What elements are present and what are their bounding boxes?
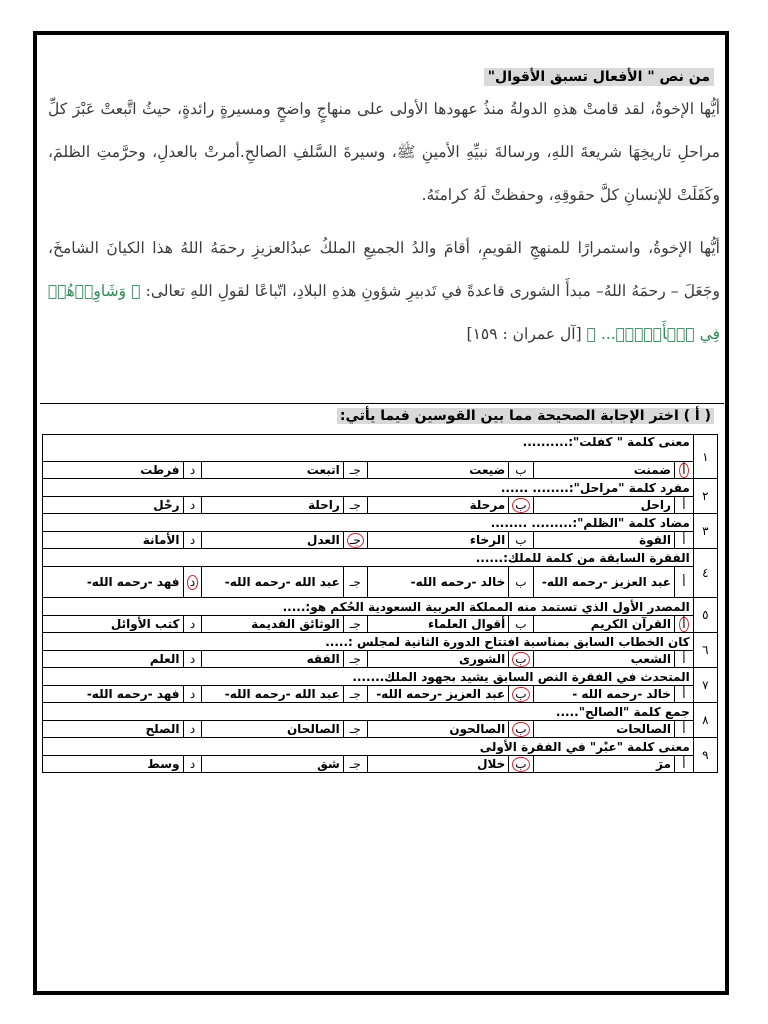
paragraph-2-text: أيُّها الإخوةُ، واستمرارًا للمنهجِ القويمِ، أقامَ والدُ الجميعِ الملكُ عبدُالعزيزِ رحمَهُ اللهُ هذا الكيانَ الشامخَ، وجَعَلَ – رحمَهُ اللهُ– مبدأَ الشورى قاعدةً في تَدبيرِ شؤونِ هذهِ البلادِ، اتّباعًا لقولِ اللهِ تعالى: — [48, 239, 720, 300]
answer-options-row — [43, 616, 718, 633]
reading-passage — [48, 88, 720, 356]
answer-options-row — [43, 462, 718, 479]
option-letter-label: د — [189, 687, 196, 701]
answer-option[interactable]: وسط — [43, 756, 184, 773]
option-letter-label: جـ — [349, 575, 361, 589]
answer-option[interactable]: راحلة — [202, 497, 343, 514]
answer-option[interactable]: العلم — [43, 651, 184, 668]
answer-option[interactable]: رحْل — [43, 497, 184, 514]
answer-option[interactable]: كتب الأوائل — [43, 616, 184, 633]
question-instruction — [337, 405, 714, 424]
question-row — [43, 514, 718, 532]
answer-option[interactable]: الصالحات — [533, 721, 674, 738]
answer-option[interactable]: خلال — [367, 756, 509, 773]
question-text: معنى كلمة " كفلت":.......... — [43, 435, 694, 462]
question-number: ٦ — [693, 633, 717, 668]
option-letter-label: ب — [515, 533, 527, 547]
answer-option[interactable]: الوثائق القديمة — [202, 616, 343, 633]
option-letter-label: ب — [512, 687, 529, 702]
option-letter — [183, 616, 202, 633]
question-row — [43, 668, 718, 686]
answer-option[interactable]: القوة — [533, 532, 674, 549]
option-letter-label: أ — [682, 652, 686, 666]
answer-option[interactable]: الصالحون — [367, 721, 509, 738]
heading-label: من نص " الأفعال تسبق الأقوال" — [484, 68, 714, 86]
option-letter-label: أ — [679, 463, 688, 478]
passage-paragraph-2 — [48, 227, 720, 356]
option-letter-label: د — [189, 463, 196, 477]
answer-option[interactable]: اتبعت — [202, 462, 343, 479]
option-letter-label: ب — [515, 575, 527, 589]
option-letter-label: ب — [512, 652, 529, 667]
option-letter-label: جـ — [349, 617, 361, 631]
option-letter-label: أ — [682, 687, 686, 701]
answer-option[interactable]: عبد العزيز -رحمه الله- — [367, 686, 509, 703]
option-letter-label: جـ — [349, 463, 361, 477]
option-letter — [509, 616, 533, 633]
option-letter-label: ب — [512, 757, 529, 772]
answer-option[interactable]: الفقه — [202, 651, 343, 668]
option-letter — [674, 721, 693, 738]
option-letter — [343, 616, 367, 633]
answer-option[interactable]: القرآن الكريم — [533, 616, 674, 633]
question-row — [43, 435, 718, 462]
option-letter — [343, 462, 367, 479]
option-letter-label: أ — [682, 575, 686, 589]
option-letter — [509, 567, 533, 598]
option-letter — [343, 721, 367, 738]
answer-option[interactable]: خالد -رحمه الله - — [533, 686, 674, 703]
question-number: ٥ — [693, 598, 717, 633]
option-letter — [509, 532, 533, 549]
answer-option[interactable]: الشورى — [367, 651, 509, 668]
option-letter-label: جـ — [349, 687, 361, 701]
option-letter — [674, 497, 693, 514]
answer-option[interactable]: الصلح — [43, 721, 184, 738]
option-letter-label: ب — [512, 498, 529, 513]
option-letter-label: ب — [512, 722, 529, 737]
question-row — [43, 633, 718, 651]
answer-option[interactable]: عبد الله -رحمه الله- — [202, 686, 343, 703]
question-text: المصدر الأول الذي تستمد منه المملكة العربية السعودية الحُكم هو:..... — [43, 598, 694, 616]
option-letter-label: جـ — [349, 722, 361, 736]
option-letter — [343, 497, 367, 514]
answer-option[interactable]: ضيعت — [367, 462, 509, 479]
question-text: معنى كلمة "عبْر" في الفقرة الأولى — [43, 738, 694, 756]
option-letter-label: جـ — [347, 533, 364, 548]
answer-option[interactable]: مرحلة — [367, 497, 509, 514]
option-letter — [183, 756, 202, 773]
option-letter-label: أ — [679, 617, 688, 632]
option-letter — [674, 532, 693, 549]
option-letter — [674, 686, 693, 703]
option-letter-label: د — [189, 722, 196, 736]
question-text: كان الخطاب السابق بمناسبة افتتاح الدورة الثانية لمجلس :..... — [43, 633, 694, 651]
option-letter — [343, 651, 367, 668]
answer-option[interactable]: راحل — [533, 497, 674, 514]
option-letter — [183, 567, 202, 598]
option-letter-label: د — [187, 575, 198, 590]
question-text: المتحدث في الفقرة النص السابق يشيد بجهود الملك....... — [43, 668, 694, 686]
answer-options-row — [43, 651, 718, 668]
question-row — [43, 738, 718, 756]
answer-options-row — [43, 567, 718, 598]
answer-option[interactable]: الصالحان — [202, 721, 343, 738]
question-text: الفقرة السابقة من كلمة للملك:...... — [43, 549, 694, 567]
answer-option[interactable]: فهد -رحمه الله- — [43, 686, 184, 703]
section-divider — [40, 403, 724, 404]
multiple-choice-table — [42, 434, 718, 773]
answer-options-row — [43, 721, 718, 738]
option-letter — [343, 532, 367, 549]
question-text: مفرد كلمة "مراحل":........ ...... — [43, 479, 694, 497]
option-letter — [509, 686, 533, 703]
option-letter — [183, 532, 202, 549]
option-letter — [183, 462, 202, 479]
answer-option[interactable]: ضمنت — [533, 462, 674, 479]
option-letter — [674, 616, 693, 633]
option-letter — [183, 686, 202, 703]
quran-verse: ﴿ وَشَاوِرۡهُمۡ فِي ٱلۡأَمۡرِۖ... ﴾ — [48, 282, 720, 343]
questions-body — [43, 435, 718, 773]
option-letter — [183, 497, 202, 514]
option-letter-label: أ — [682, 533, 686, 547]
option-letter-label: جـ — [349, 498, 361, 512]
question-row — [43, 598, 718, 616]
option-letter-label: جـ — [349, 757, 361, 771]
option-letter-label: ب — [515, 617, 527, 631]
answer-option[interactable]: شق — [202, 756, 343, 773]
option-letter — [674, 567, 693, 598]
question-row — [43, 549, 718, 567]
option-letter — [343, 756, 367, 773]
option-letter — [674, 462, 693, 479]
answer-option[interactable]: الشعب — [533, 651, 674, 668]
answer-options-row — [43, 532, 718, 549]
option-letter — [674, 756, 693, 773]
question-number: ٢ — [693, 479, 717, 514]
question-number: ٣ — [693, 514, 717, 549]
answer-options-row — [43, 497, 718, 514]
option-letter — [183, 721, 202, 738]
answer-option[interactable]: عبد الله -رحمه الله- — [202, 567, 343, 598]
question-number: ١ — [693, 435, 717, 479]
option-letter — [183, 651, 202, 668]
answer-option[interactable]: الرخاء — [367, 532, 509, 549]
option-letter — [674, 651, 693, 668]
option-letter — [343, 567, 367, 598]
answer-options-row — [43, 686, 718, 703]
answer-option[interactable]: فهد -رحمه الله- — [43, 567, 184, 598]
answer-option[interactable]: عبد العزيز -رحمه الله- — [533, 567, 674, 598]
option-letter-label: د — [189, 757, 196, 771]
answer-option[interactable]: الأمانة — [43, 532, 184, 549]
option-letter — [509, 721, 533, 738]
option-letter-label: د — [189, 652, 196, 666]
option-letter-label: د — [189, 617, 196, 631]
answer-option[interactable]: مرَ — [533, 756, 674, 773]
answer-option[interactable]: خالد -رحمه الله- — [367, 567, 509, 598]
question-text: مضاد كلمة "الظلم":......... ........ — [43, 514, 694, 532]
answer-option[interactable]: العدل — [202, 532, 343, 549]
question-row — [43, 703, 718, 721]
option-letter-label: د — [189, 498, 196, 512]
option-letter-label: د — [189, 533, 196, 547]
option-letter-label: أ — [682, 722, 686, 736]
option-letter — [509, 497, 533, 514]
option-letter — [509, 756, 533, 773]
passage-paragraph-1: أيُّها الإخوةُ، لقد قامتْ هذهِ الدولةُ منذُ عهودها الأولى على منهاجٍ واضحٍ ومسيرةٍ رائدةٍ، حيثُ اتَّبعتْ عَبْرَ كلِّ مراحلِ تاريخِهَا شريعةَ اللهِ، ورسالةَ نبيِّهِ الأمينِ ﷺ، وسيرةَ السَّلفِ الصالحِ.أمرتْ بالعدلِ، وحرَّمتِ الظلمَ، وكَفَلَتْ للإنسانِ كلَّ حقوقِهِ، وحفظتْ لَهُ كرامتَهُ. — [48, 100, 720, 204]
answer-option[interactable]: فرطت — [43, 462, 184, 479]
text-source-heading — [484, 66, 714, 86]
instruction-label: ( أ ) اختر الإجابة الصحيحة مما بين القوسين فيما يأتي: — [337, 408, 714, 424]
option-letter — [509, 462, 533, 479]
question-number: ٤ — [693, 549, 717, 598]
answer-option[interactable]: أقوال العلماء — [367, 616, 509, 633]
option-letter-label: ب — [515, 463, 527, 477]
question-number: ٧ — [693, 668, 717, 703]
option-letter-label: جـ — [349, 652, 361, 666]
option-letter — [509, 651, 533, 668]
option-letter-label: أ — [682, 498, 686, 512]
question-text: جمع كلمة "الصالح"..... — [43, 703, 694, 721]
question-number: ٨ — [693, 703, 717, 738]
answer-options-row — [43, 756, 718, 773]
question-row — [43, 479, 718, 497]
verse-reference: [آل عمران : ١٥٩] — [466, 325, 582, 343]
option-letter — [343, 686, 367, 703]
option-letter-label: أ — [682, 757, 686, 771]
question-number: ٩ — [693, 738, 717, 773]
